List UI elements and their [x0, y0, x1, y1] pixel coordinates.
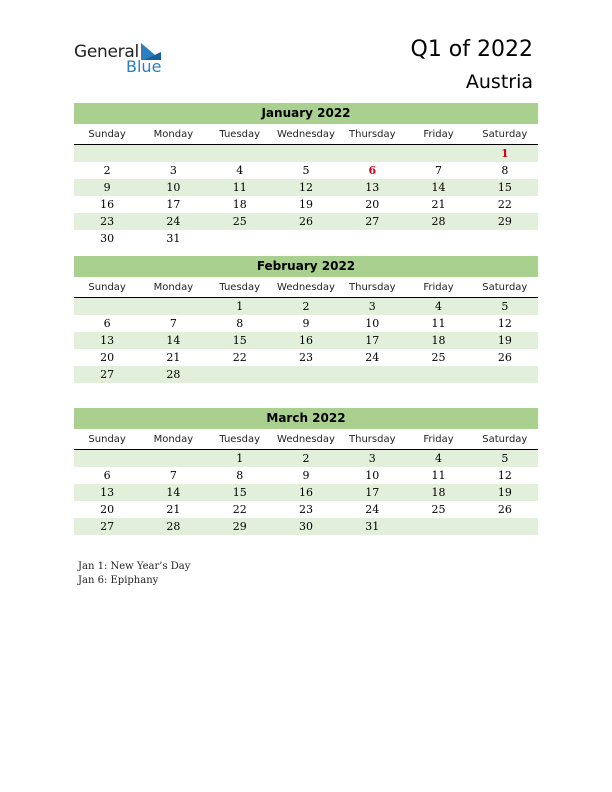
day-cell: 24: [365, 503, 380, 516]
day-cell: 25: [431, 351, 446, 364]
day-cell: 2: [302, 300, 310, 313]
page-title: Q1 of 2022: [410, 37, 533, 62]
day-cell: 4: [236, 164, 244, 177]
weekday-label: Monday: [153, 434, 194, 445]
day-cell: 18: [431, 486, 446, 499]
day-cell: 31: [166, 232, 181, 245]
week-row: [74, 298, 538, 315]
day-cell: [405, 230, 471, 247]
weekday-header-row: [74, 126, 538, 145]
day-cell: [472, 518, 538, 535]
week-row: [74, 518, 538, 535]
day-cell: [339, 230, 405, 247]
day-cell: 21: [166, 503, 181, 516]
day-cell: 10: [365, 317, 380, 330]
day-cell: 12: [497, 469, 512, 482]
day-cell: 9: [302, 317, 310, 330]
day-cell: 19: [497, 486, 512, 499]
weekday-label: Friday: [423, 434, 454, 445]
day-cell: [339, 366, 405, 383]
day-cell: 27: [100, 520, 115, 533]
day-cell: [405, 145, 471, 162]
day-cell: 18: [232, 198, 247, 211]
day-cell: 6: [103, 317, 111, 330]
day-cell: [207, 230, 273, 247]
day-cell: [207, 366, 273, 383]
day-cell: 8: [236, 469, 244, 482]
month-calendar: [74, 103, 538, 247]
weekday-header-row: [74, 431, 538, 450]
week-row: [74, 332, 538, 349]
logo-general-text: General: [74, 42, 139, 62]
day-cell: 3: [368, 300, 376, 313]
logo: [74, 42, 174, 78]
day-cell: 11: [431, 317, 446, 330]
day-cell: [74, 450, 140, 467]
day-cell: [405, 518, 471, 535]
weekday-label: Sunday: [88, 282, 126, 293]
weekday-label: Tuesday: [219, 282, 261, 293]
holiday-day-cell: 6: [368, 164, 377, 177]
day-cell: 16: [298, 334, 313, 347]
day-cell: 22: [232, 503, 247, 516]
week-row: [74, 467, 538, 484]
month-header: January 2022: [74, 103, 538, 124]
day-cell: 20: [100, 503, 115, 516]
day-cell: 22: [497, 198, 512, 211]
day-cell: 27: [365, 215, 380, 228]
day-cell: 2: [302, 452, 310, 465]
day-cell: 26: [497, 503, 512, 516]
day-cell: 26: [298, 215, 313, 228]
week-row: [74, 145, 538, 162]
day-cell: [273, 145, 339, 162]
day-cell: 27: [100, 368, 115, 381]
day-cell: 28: [166, 368, 181, 381]
day-cell: 23: [298, 351, 313, 364]
day-cell: 4: [435, 452, 443, 465]
day-cell: 17: [365, 486, 380, 499]
month-header: March 2022: [74, 408, 538, 429]
weekday-label: Friday: [423, 129, 454, 140]
day-cell: 12: [497, 317, 512, 330]
day-cell: 5: [501, 452, 509, 465]
day-cell: 12: [298, 181, 313, 194]
month-calendar: [74, 256, 538, 383]
weekday-header-row: [74, 279, 538, 298]
day-cell: [273, 230, 339, 247]
day-cell: 26: [497, 351, 512, 364]
day-cell: 25: [431, 503, 446, 516]
weekday-label: Monday: [153, 129, 194, 140]
day-cell: [339, 145, 405, 162]
week-row: [74, 501, 538, 518]
day-cell: 22: [232, 351, 247, 364]
month-header: February 2022: [74, 256, 538, 277]
day-cell: [140, 450, 206, 467]
day-cell: 23: [100, 215, 115, 228]
day-cell: 25: [232, 215, 247, 228]
day-cell: 13: [365, 181, 380, 194]
day-cell: 10: [365, 469, 380, 482]
weekday-label: Wednesday: [277, 434, 335, 445]
day-cell: 16: [298, 486, 313, 499]
day-cell: 19: [497, 334, 512, 347]
weekday-label: Sunday: [88, 129, 126, 140]
week-row: [74, 315, 538, 332]
day-cell: 3: [169, 164, 177, 177]
day-cell: 5: [501, 300, 509, 313]
week-row: [74, 213, 538, 230]
day-cell: 8: [236, 317, 244, 330]
day-cell: 31: [365, 520, 380, 533]
weekday-label: Saturday: [482, 434, 528, 445]
day-cell: 9: [302, 469, 310, 482]
day-cell: [273, 366, 339, 383]
weekday-label: Thursday: [349, 434, 396, 445]
day-cell: [74, 145, 140, 162]
day-cell: 13: [100, 486, 115, 499]
month-calendar: [74, 408, 538, 535]
day-cell: 21: [431, 198, 446, 211]
day-cell: 28: [431, 215, 446, 228]
day-cell: 17: [166, 198, 181, 211]
week-row: [74, 230, 538, 247]
day-cell: 18: [431, 334, 446, 347]
weekday-label: Wednesday: [277, 129, 335, 140]
week-row: [74, 366, 538, 383]
day-cell: 28: [166, 520, 181, 533]
day-cell: 17: [365, 334, 380, 347]
day-cell: 14: [166, 334, 181, 347]
day-cell: 15: [232, 334, 247, 347]
day-cell: 20: [100, 351, 115, 364]
day-cell: 7: [435, 164, 443, 177]
week-row: [74, 484, 538, 501]
holiday-note: Jan 1: New Year’s Day: [78, 561, 191, 572]
weekday-label: Wednesday: [277, 282, 335, 293]
day-cell: 23: [298, 503, 313, 516]
day-cell: 24: [365, 351, 380, 364]
day-cell: [207, 145, 273, 162]
week-row: [74, 196, 538, 213]
day-cell: 20: [365, 198, 380, 211]
weekday-label: Tuesday: [219, 434, 261, 445]
day-cell: 29: [232, 520, 247, 533]
weekday-label: Monday: [153, 282, 194, 293]
day-cell: 13: [100, 334, 115, 347]
day-cell: 7: [169, 317, 177, 330]
day-cell: 7: [169, 469, 177, 482]
day-cell: 24: [166, 215, 181, 228]
weekday-label: Saturday: [482, 282, 528, 293]
day-cell: 30: [298, 520, 313, 533]
day-cell: 19: [298, 198, 313, 211]
day-cell: 3: [368, 452, 376, 465]
day-cell: [74, 298, 140, 315]
country-title: Austria: [465, 71, 533, 93]
weekday-label: Thursday: [349, 129, 396, 140]
day-cell: 11: [431, 469, 446, 482]
week-row: [74, 179, 538, 196]
day-cell: 11: [232, 181, 247, 194]
day-cell: 5: [302, 164, 310, 177]
week-row: [74, 162, 538, 179]
week-row: [74, 349, 538, 366]
weekday-label: Tuesday: [219, 129, 261, 140]
day-cell: 14: [166, 486, 181, 499]
day-cell: 8: [501, 164, 509, 177]
weekday-label: Thursday: [349, 282, 396, 293]
day-cell: 15: [232, 486, 247, 499]
day-cell: 4: [435, 300, 443, 313]
day-cell: [472, 230, 538, 247]
day-cell: 15: [497, 181, 512, 194]
day-cell: 1: [236, 452, 244, 465]
weekday-label: Friday: [423, 282, 454, 293]
day-cell: [140, 145, 206, 162]
day-cell: 9: [103, 181, 111, 194]
day-cell: 21: [166, 351, 181, 364]
day-cell: 30: [100, 232, 115, 245]
week-row: [74, 450, 538, 467]
day-cell: [472, 366, 538, 383]
day-cell: 6: [103, 469, 111, 482]
holiday-day-cell: 1: [501, 147, 509, 160]
day-cell: 10: [166, 181, 181, 194]
day-cell: [140, 298, 206, 315]
holiday-notes: [78, 560, 190, 588]
day-cell: 2: [103, 164, 111, 177]
day-cell: 29: [497, 215, 512, 228]
weekday-label: Sunday: [88, 434, 126, 445]
weekday-label: Saturday: [482, 129, 528, 140]
day-cell: 1: [236, 300, 244, 313]
day-cell: 16: [100, 198, 115, 211]
holiday-note: Jan 6: Epiphany: [78, 575, 159, 586]
logo-blue-text: Blue: [126, 57, 162, 76]
day-cell: [405, 366, 471, 383]
day-cell: 14: [431, 181, 446, 194]
